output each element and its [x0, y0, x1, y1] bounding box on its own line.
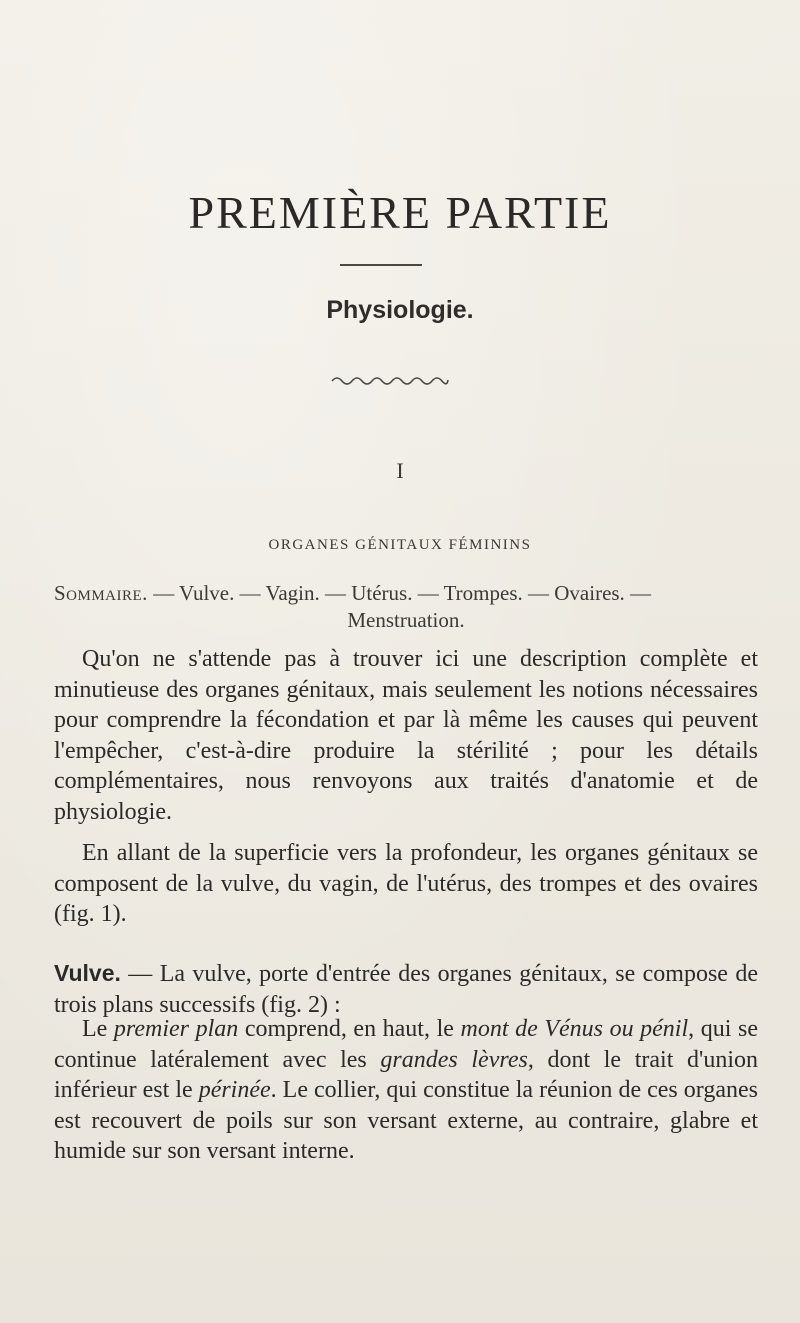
term-perinee: périnée [198, 1077, 271, 1103]
term-grandes-levres: grandes lèvres [380, 1046, 528, 1073]
paragraph-intro: Qu'on ne s'attende pas à trouver ici une description complète et minutieuse des organes génitaux, mais seulement les notions nécessaires pour comprendre la fécondation et par là même les causes qui peuvent l'empêcher, c'est-à-dire produire la stérilité ; pour les détails complémentaires, nous renvoyons aux traités d'anatomie et de physiologie. [54, 646, 758, 825]
paragraph-vulve [54, 958, 758, 1020]
term-vulve: Vulve. [54, 960, 121, 986]
sommaire-lead: Sommaire. [54, 581, 148, 605]
sommaire-line1: — Vulve. — Vagin. — Utérus. — Trompes. — Ovaires. — [147, 581, 652, 605]
vulve-text: — La vulve, porte d'entrée des organes génitaux, se compose de trois plans successifs (fig. 2) : [54, 961, 758, 1018]
p4-part-c: , qui se continue latéralement avec les [54, 1016, 758, 1073]
p4-part-d: , dont le trait d'union inférieur est le [54, 1046, 758, 1103]
term-mont-de-venus: mont de Vénus ou pénil [460, 1016, 689, 1042]
section-numeral: I [396, 458, 404, 483]
title-rule [340, 264, 422, 266]
wavy-ornament [330, 372, 450, 386]
sommaire [54, 580, 758, 634]
part-title: PREMIÈRE PARTIE [188, 187, 612, 238]
p4-part-a: Le [82, 1016, 114, 1042]
p4-part-e: . Le collier, qui constitue la réunion de ces organes est recouvert de poils sur son versant externe, au contraire, glabre et humide sur son versant interne. [54, 1077, 758, 1164]
paragraph-organs: En allant de la superficie vers la profondeur, les organes génitaux se composent de la vulve, du vagin, de l'utérus, des trompes et des ovaires (fig. 1). [54, 840, 758, 927]
paragraph-premier-plan [54, 1014, 758, 1167]
sommaire-line2: Menstruation. [347, 608, 465, 632]
chapter-title: ORGANES GÉNITAUX FÉMININS [268, 537, 532, 553]
subtitle: Physiologie. [326, 296, 474, 324]
p4-part-b: comprend, en haut, le [238, 1016, 461, 1042]
term-premier-plan: premier plan [113, 1016, 239, 1042]
